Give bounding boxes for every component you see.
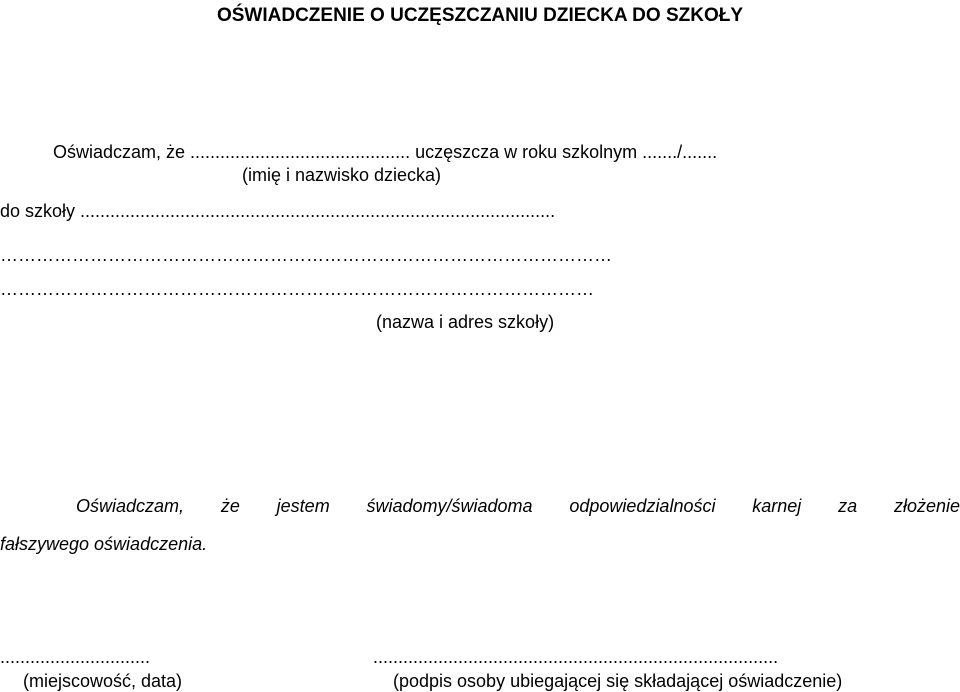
liability-statement-line-1 — [76, 497, 960, 515]
school-address-dotted-line-1: ………………………………………………………………………………………… — [0, 245, 612, 265]
signature-dotted-line: ................................................................................. — [373, 647, 779, 667]
statement-word: że — [220, 496, 240, 516]
statement-word: Oświadczam, — [76, 496, 185, 516]
school-address-dotted-line-2: ……………………………………………………………………………………… — [0, 279, 594, 299]
liability-statement-line-2: fałszywego oświadczenia. — [0, 534, 208, 554]
attendance-statement-line: Oświadczam, że ............................................ uczęszcza w roku szkolnym ......./....... — [53, 142, 718, 162]
statement-word: złożenie — [893, 496, 960, 516]
signature-caption: (podpis osoby ubiegającej się składającej oświadczenie) — [393, 671, 843, 691]
statement-word: karnej — [752, 496, 802, 516]
school-caption: (nazwa i adres szkoły) — [376, 312, 555, 332]
statement-word: odpowiedzialności — [569, 496, 716, 516]
place-date-caption: (miejscowość, data) — [23, 671, 183, 691]
statement-word: za — [838, 496, 858, 516]
document-title: OŚWIADCZENIE O UCZĘSZCZANIU DZIECKA DO SZKOŁY — [216, 5, 744, 26]
statement-word: świadomy/świadoma — [366, 496, 533, 516]
place-date-dotted-line: .............................. — [0, 647, 151, 667]
child-name-caption: (imię i nazwisko dziecka) — [242, 165, 442, 185]
school-field-line: do szkoły ............................................................................................... — [0, 201, 556, 221]
statement-word: jestem — [276, 496, 330, 516]
